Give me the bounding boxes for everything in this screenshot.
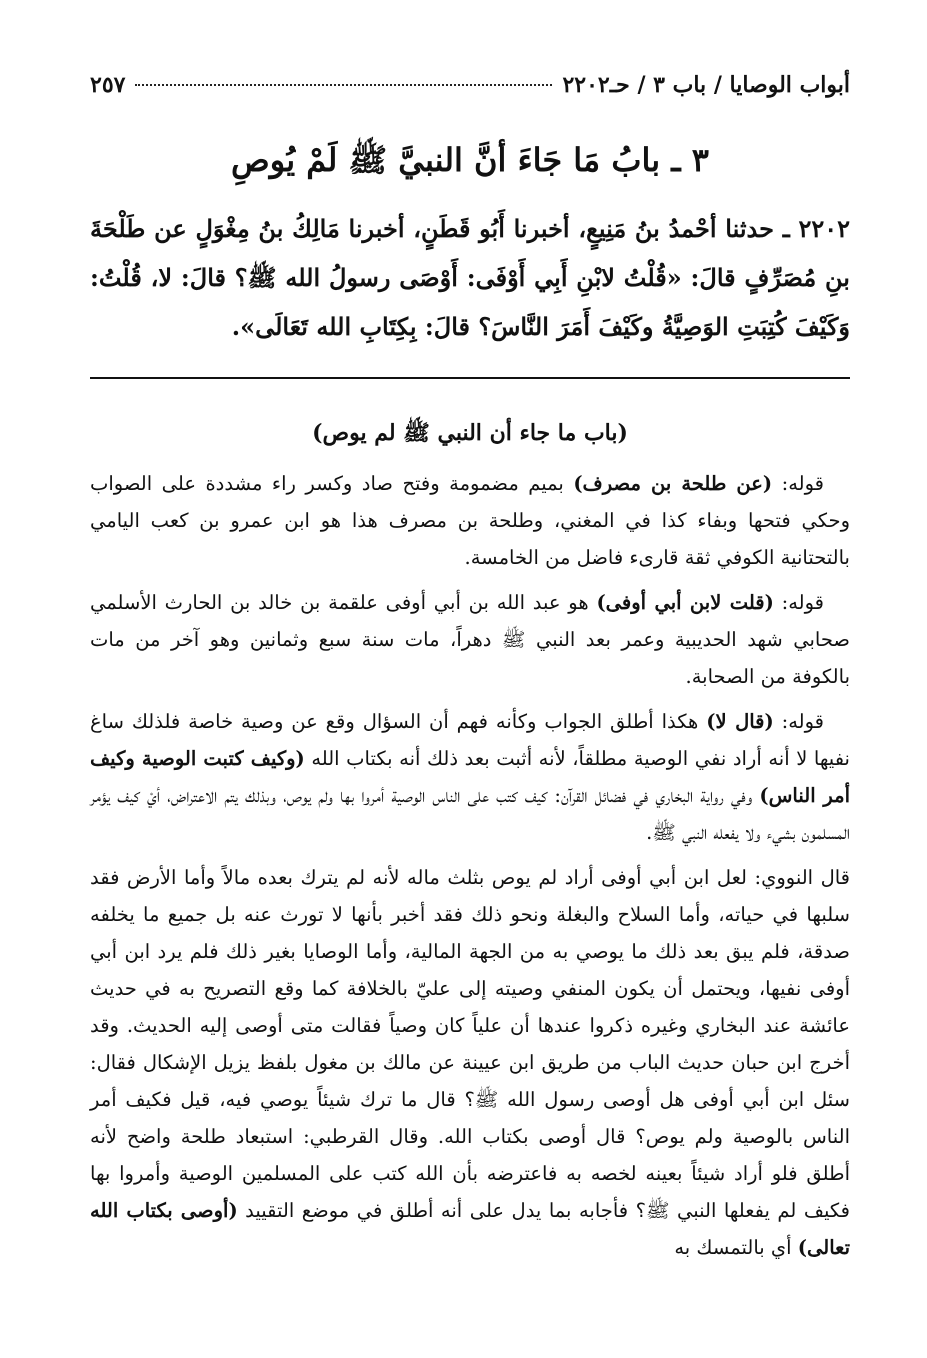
commentary-quoted-phrase: (قال لا)	[706, 709, 774, 733]
commentary-body	[90, 465, 850, 1266]
commentary-paragraph	[90, 584, 850, 695]
commentary-paragraph	[90, 859, 850, 1266]
commentary-text: قال النووي: لعل ابن أبي أوفى أراد لم يوص بثلث ماله لأنه لم يترك بعده مالاً وأما الأرض فقد سلبها في حياته، وأما السلاح والبغلة ونحو ذلك فقد أخبر بأنها لا تورث عنه بل جميع ما يخلفه صدقة، فلم يبق بعد ذلك ما يوصي به من الجهة المالية، وأما الوصايا بغير ذلك فلم يرد ابن أبي أوفى نفيها، ويحتمل أن يكون المنفي وصيته إلى عليّ بالخلافة كما وقع التصريح به في حديث عائشة عند البخاري وغيره ذكروا عندها أن علياً كان وصياً فقالت متى أوصى إليه الحديث. وقد أخرج ابن حبان حديث الباب من طريق ابن عيينة عن مالك بن مغول بلفظ يزيل الإشكال فقال: سئل ابن أبي أوفى هل أوصى رسول الله ﷺ؟ قال ما ترك شيئاً يوصي فيه، قيل فكيف أمر الناس بالوصية ولم يوص؟ قال أوصى بكتاب الله. وقال القرطبي: استبعاد طلحة واضح لأنه أطلق فلو أراد شيئاً بعينه لخصه به فاعترضه بأن الله كتب على المسلمين الوصية وأمروا بها فكيف لم يفعلها النبي ﷺ؟ فأجابه بما يدل على أنه أطلق في موضع التقييد	[90, 865, 850, 1222]
commentary-quoted-phrase: (عن طلحة بن مصرف)	[573, 471, 773, 495]
commentary-lead: قوله:	[772, 471, 824, 495]
commentary-quoted-phrase: (وكيف كتبت الوصية وكيف أمر الناس)	[90, 746, 850, 807]
commentary-quoted-phrase: (قلت لابن أبي أوفى)	[596, 590, 774, 614]
commentary-text: وفي رواية البخاري في فضائل القرآن: كيف كتب على الناس الوصية أمروا بها ولم يوص، وبذلك يتم الاعتراض، أيْ كيف يؤمر المسلمون بشيء ولا يفعله النبي ﷺ.	[90, 783, 850, 844]
chapter-title: ٣ ـ بابُ مَا جَاءَ أنَّ النبيَّ ﷺ لَمْ يُوصِ	[231, 141, 709, 179]
commentary-paragraph	[90, 465, 850, 576]
commentary-lead: قوله:	[773, 709, 825, 733]
page-number: ٢٥٧	[90, 72, 126, 98]
page	[90, 72, 850, 1274]
hadith-text-block	[90, 204, 850, 351]
commentary-title: (باب ما جاء أن النبي ﷺ لم يوص)	[312, 419, 628, 446]
commentary-text: أي بالتمسك به	[674, 1235, 798, 1259]
separator-rule	[90, 377, 850, 379]
running-header-title: أبواب الوصايا / باب ٣ / حـ٢٢٠٢	[562, 72, 850, 98]
commentary-lead: قوله:	[773, 590, 824, 614]
commentary-text: بميم مضمومة وفتح صاد وكسر راء مشددة على الصواب وحكي فتحها وبفاء كذا في المغني، وطلحة بن مصرف هذا هو ابن عمرو بن كعب اليامي بالتحتانية الكوفي ثقة قارىء فاضل من الخامسة.	[90, 471, 850, 569]
commentary-text: هو عبد الله بن أبي أوفى علقمة بن خالد بن الحارث الأسلمي صحابي شهد الحديبية وعمر بعد النبي ﷺ دهراً، مات سنة سبع وثمانين وهو آخر من مات بالكوفة من الصحابة.	[90, 590, 850, 688]
leader-dots	[135, 84, 552, 86]
hadith-body: حدثنا أحْمدُ بنُ مَنِيعٍ، أخبرنا أَبُو قَطَنٍ، أخبرنا مَالِكُ بنُ مِغْوَلٍ عن طَلْحَةَ بنِ مُصَرِّفٍ قالَ: «قُلْتُ لابْنِ أَبِي أَوْفَى: أَوْصَى رسولُ الله ﷺ؟ قالَ: لا، قُلْتُ: وَكَيْفَ كُتِبَتِ الوَصِيَّةُ وكَيْفَ أَمَرَ النَّاسَ؟ قالَ: بِكِتَابِ الله تَعَالَى».	[90, 213, 850, 341]
commentary-paragraph	[90, 703, 850, 851]
running-header	[90, 72, 850, 112]
commentary-quoted-phrase: (أوصى بكتاب الله تعالى)	[90, 1198, 850, 1259]
hadith-number: ٢٢٠٢ ـ	[782, 213, 851, 243]
commentary-text: هكذا أطلق الجواب وكأنه فهم أن السؤال وقع عن وصية خاصة فلذلك ساغ نفيها لا أنه أراد نفي الوصية مطلقاً، لأنه أثبت بعد ذلك أنه بكتاب الله	[90, 709, 850, 770]
